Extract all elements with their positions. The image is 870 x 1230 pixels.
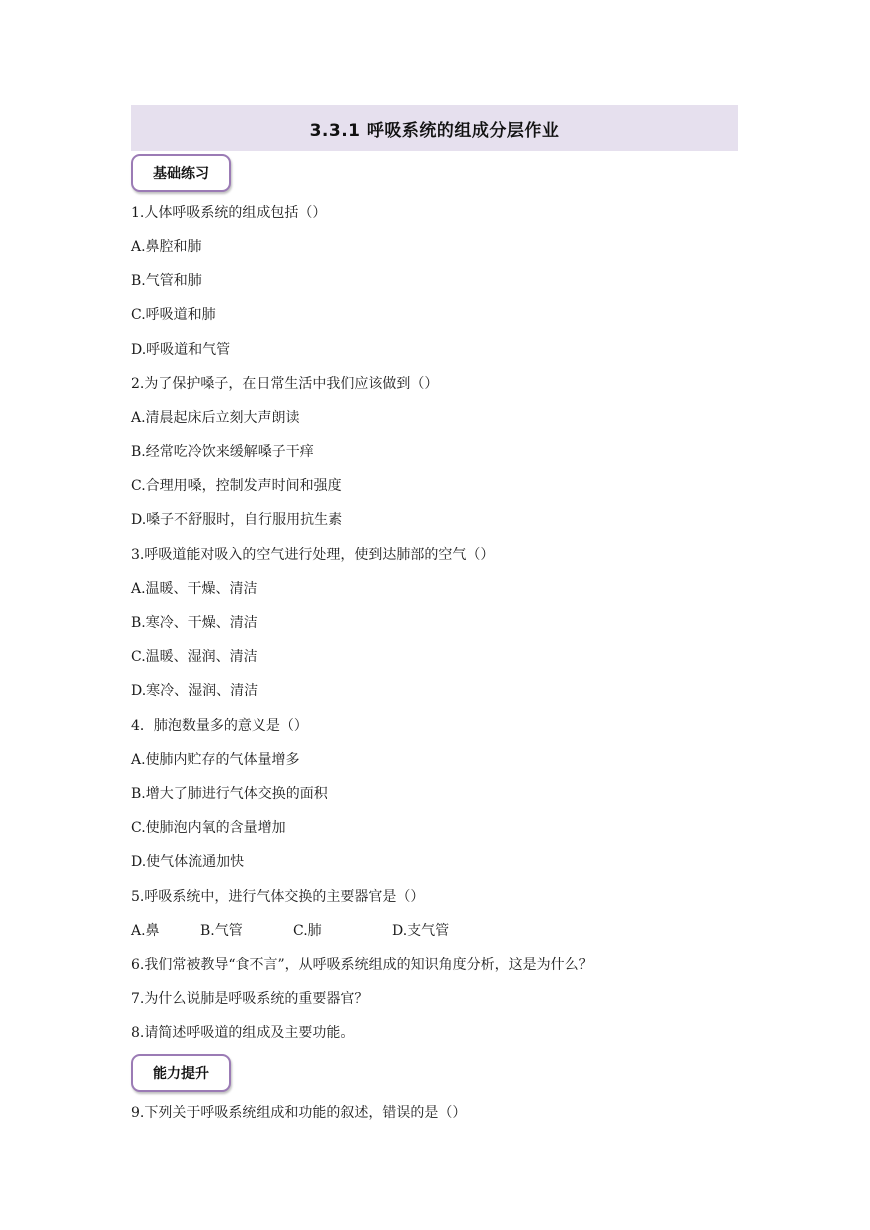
document-title: 3.3.1 呼吸系统的组成分层作业 xyxy=(309,120,560,141)
section-tag-advanced xyxy=(131,1054,231,1092)
q3-option-b: B.寒冷、干燥、清洁 xyxy=(131,615,258,631)
q5-option-c: C.肺 xyxy=(293,923,322,939)
question-1: 1.人体呼吸系统的组成包括（） xyxy=(131,205,327,221)
q2-option-c: C.合理用嗓，控制发声时间和强度 xyxy=(131,478,342,494)
q4-option-b: B.增大了肺进行气体交换的面积 xyxy=(131,786,328,802)
section-label-advanced: 能力提升 xyxy=(153,1066,209,1082)
document-title-bar xyxy=(131,105,738,151)
question-6: 6.我们常被教导“食不言”，从呼吸系统组成的知识角度分析，这是为什么？ xyxy=(131,957,593,973)
question-2: 2.为了保护嗓子，在日常生活中我们应该做到（） xyxy=(131,376,439,392)
q2-option-a: A.清晨起床后立刻大声朗读 xyxy=(131,410,300,426)
q3-option-a: A.温暖、干燥、清洁 xyxy=(131,581,258,597)
q2-option-b: B.经常吃冷饮来缓解嗓子干痒 xyxy=(131,444,314,460)
q5-option-b: B.气管 xyxy=(200,923,243,939)
question-3: 3.呼吸道能对吸入的空气进行处理，使到达肺部的空气（） xyxy=(131,547,495,563)
q1-option-b: B.气管和肺 xyxy=(131,273,202,289)
question-9: 9.下列关于呼吸系统组成和功能的叙述，错误的是（） xyxy=(131,1105,467,1121)
q4-option-d: D.使气体流通加快 xyxy=(131,854,245,870)
section-tag-basic xyxy=(131,154,231,192)
q1-option-a: A.鼻腔和肺 xyxy=(131,239,202,255)
q3-option-d: D.寒冷、湿润、清洁 xyxy=(131,683,259,699)
question-7: 7.为什么说肺是呼吸系统的重要器官？ xyxy=(131,991,369,1007)
q5-option-a: A.鼻 xyxy=(131,923,160,939)
q1-option-d: D.呼吸道和气管 xyxy=(131,342,231,358)
q5-options-row xyxy=(131,922,471,940)
q3-option-c: C.温暖、湿润、清洁 xyxy=(131,649,258,665)
q4-option-a: A.使肺内贮存的气体量增多 xyxy=(131,752,300,768)
q2-option-d: D.嗓子不舒服时，自行服用抗生素 xyxy=(131,512,343,528)
question-8: 8.请简述呼吸道的组成及主要功能。 xyxy=(131,1025,355,1041)
q1-option-c: C.呼吸道和肺 xyxy=(131,307,216,323)
question-4: 4．肺泡数量多的意义是（） xyxy=(131,718,308,734)
q4-option-c: C.使肺泡内氧的含量增加 xyxy=(131,820,286,836)
section-label-basic: 基础练习 xyxy=(153,166,209,182)
question-5: 5.呼吸系统中，进行气体交换的主要器官是（） xyxy=(131,889,425,905)
q5-option-d: D.支气管 xyxy=(392,923,450,939)
